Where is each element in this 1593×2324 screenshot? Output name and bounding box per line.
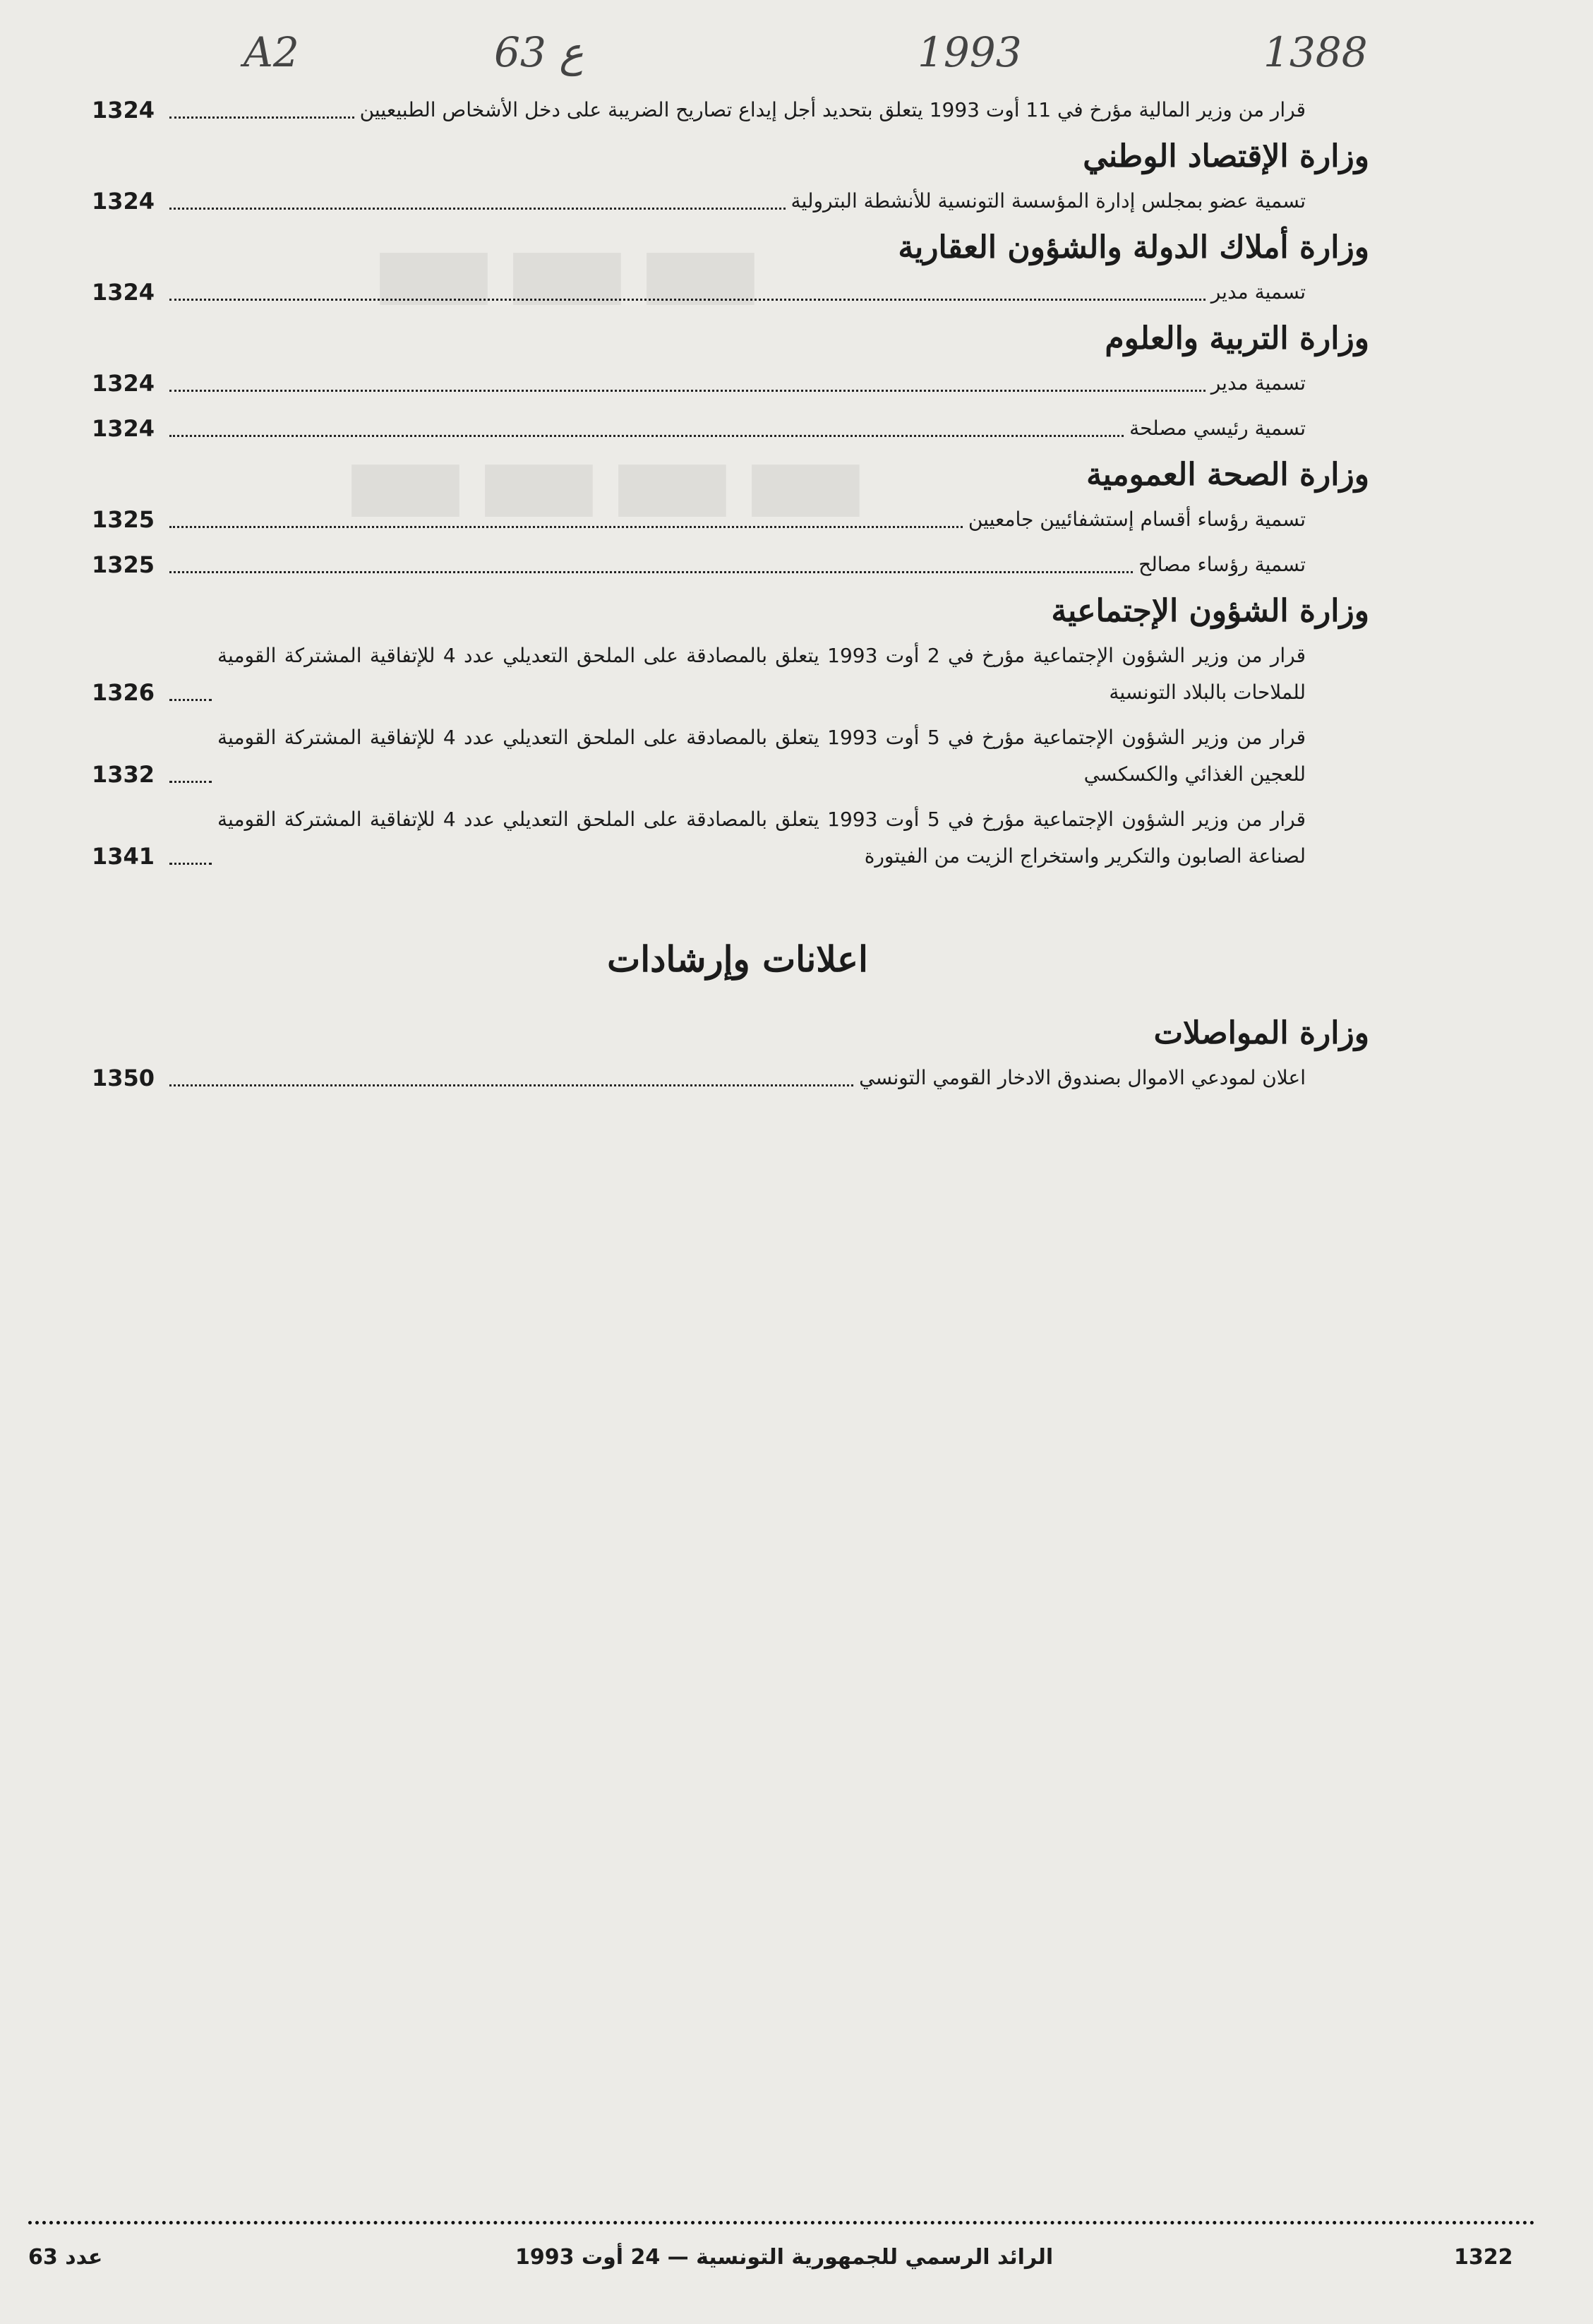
toc-entry bbox=[92, 637, 1383, 711]
toc-section bbox=[92, 457, 1383, 583]
leader-dots bbox=[169, 116, 354, 119]
toc-entry-text: تسمية مدير bbox=[1210, 371, 1306, 395]
toc-page-number: 1324 bbox=[92, 97, 155, 124]
announcements-heading: اعلانات وإرشادات bbox=[607, 938, 868, 980]
toc-entry bbox=[92, 546, 1383, 583]
toc-entry-text: اعلان لمودعي الاموال بصندوق الادخار القومي التونسي bbox=[859, 1066, 1306, 1089]
ministry-heading: وزارة المواصلات bbox=[1153, 1015, 1369, 1051]
toc-entry-text: قرار من وزير المالية مؤرخ في 11 أوت 1993 يتعلق بتحديد أجل إيداع تصاريح الضريبة على دخل الأشخاص الطبيعيين bbox=[359, 98, 1306, 121]
toc-page-number: 1341 bbox=[92, 843, 155, 870]
toc-entry-text: قرار من وزير الشؤون الإجتماعية مؤرخ في 5 أوت 1993 يتعلق بالمصادقة على الملحق التعديلي عدد 4 للإتفاقية المشتركة القومية للعجين الغذائي والكسكسي bbox=[217, 726, 1306, 786]
ministry-heading: وزارة الإقتصاد الوطني bbox=[1083, 138, 1369, 174]
toc-entry bbox=[92, 1060, 1383, 1096]
toc-page-number: 1324 bbox=[92, 188, 155, 215]
ministry-heading: وزارة الصحة العمومية bbox=[1086, 457, 1369, 493]
toc-page-number: 1350 bbox=[92, 1065, 155, 1091]
toc-section bbox=[92, 593, 1383, 875]
leader-dots bbox=[169, 863, 212, 865]
leader-dots bbox=[169, 435, 1124, 437]
toc-entry bbox=[92, 92, 1383, 128]
toc-entry bbox=[92, 183, 1383, 220]
toc-section bbox=[92, 1015, 1383, 1096]
ministry-heading: وزارة الشؤون الإجتماعية bbox=[1051, 593, 1369, 629]
toc-page-number: 1326 bbox=[92, 679, 155, 706]
leader-dots bbox=[169, 526, 963, 528]
toc-entry-text: قرار من وزير الشؤون الإجتماعية مؤرخ في 2 أوت 1993 يتعلق بالمصادقة على الملحق التعديلي عدد 4 للإتفاقية المشتركة القومية للملاحات بالبلاد التونسية bbox=[217, 644, 1306, 704]
footer-issue-number: عدد 63 bbox=[28, 2245, 103, 2270]
toc-entry bbox=[92, 719, 1383, 793]
footer-page-number: 1322 bbox=[1454, 2245, 1513, 2270]
toc-entry bbox=[92, 801, 1383, 875]
toc-entry-text: تسمية رؤساء مصالح bbox=[1138, 553, 1306, 576]
bleed-through-mark: ▬▬▬ bbox=[367, 184, 767, 349]
toc-page-number: 1332 bbox=[92, 761, 155, 788]
handwritten-year: 1993 bbox=[918, 28, 1022, 76]
table-of-contents bbox=[92, 92, 1383, 1105]
toc-page-number: 1324 bbox=[92, 415, 155, 442]
toc-page-number: 1325 bbox=[92, 506, 155, 533]
leader-dots bbox=[169, 390, 1206, 392]
ministry-heading: وزارة أملاك الدولة والشؤون العقارية bbox=[898, 229, 1369, 265]
toc-page-number: 1325 bbox=[92, 551, 155, 578]
leader-dots bbox=[169, 1084, 853, 1086]
toc-entry-text: تسمية رئيسي مصلحة bbox=[1129, 417, 1306, 440]
leader-dots bbox=[169, 208, 786, 210]
toc-entry bbox=[92, 365, 1383, 402]
toc-entry-text: قرار من وزير الشؤون الإجتماعية مؤرخ في 5 أوت 1993 يتعلق بالمصادقة على الملحق التعديلي عدد 4 للإتفاقية المشتركة القومية لصناعة الصابون والتكرير واستخراج الزيت من الفيتورة bbox=[217, 808, 1306, 868]
toc-entry-text: تسمية عضو بمجلس إدارة المؤسسة التونسية للأنشطة البترولية bbox=[791, 189, 1306, 212]
leader-dots bbox=[169, 299, 1206, 301]
toc-entry bbox=[92, 501, 1383, 538]
toc-section bbox=[92, 229, 1383, 311]
toc-section bbox=[92, 321, 1383, 447]
toc-entry bbox=[92, 410, 1383, 447]
handwritten-mark-mid: 63 ع bbox=[494, 28, 584, 76]
leader-dots bbox=[169, 699, 212, 701]
toc-page-number: 1324 bbox=[92, 279, 155, 306]
handwritten-mark-right: 1388 bbox=[1263, 28, 1368, 76]
toc-entry bbox=[92, 274, 1383, 311]
footer-journal-title: الرائد الرسمي للجمهورية التونسية — 24 أوت 1993 bbox=[515, 2245, 1054, 2270]
ministry-heading: وزارة التربية والعلوم bbox=[1105, 321, 1369, 357]
toc-section bbox=[92, 92, 1383, 128]
bleed-through-mark: ▬▬▬▬ bbox=[339, 395, 872, 561]
toc-section bbox=[92, 138, 1383, 220]
toc-entry-text: تسمية رؤساء أقسام إستشفائيين جامعيين bbox=[968, 508, 1306, 531]
toc-entry-text: تسمية مدير bbox=[1210, 280, 1306, 304]
leader-dots bbox=[169, 571, 1133, 573]
toc-page-number: 1324 bbox=[92, 370, 155, 397]
footer-divider bbox=[28, 2221, 1535, 2224]
handwritten-mark-left: A2 bbox=[244, 28, 299, 76]
leader-dots bbox=[169, 781, 212, 783]
